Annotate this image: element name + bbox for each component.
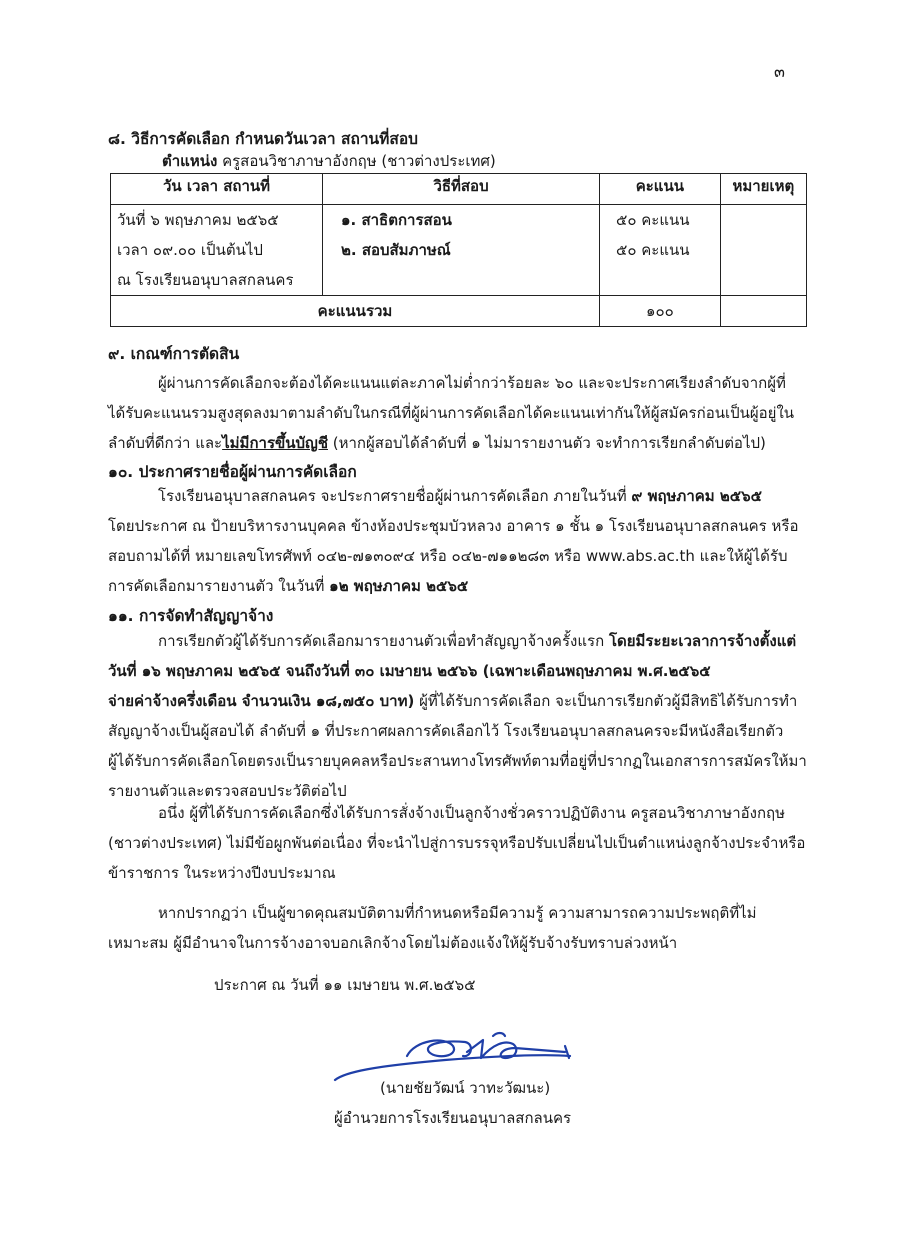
section-9-body — [108, 368, 808, 458]
section-8-heading: ๘. วิธีการคัดเลือก กำหนดวันเวลา สถานที่สอบ — [108, 130, 418, 148]
method-item: ๒. สอบสัมภาษณ์ — [341, 241, 451, 259]
position-label: ตำแหน่ง — [162, 152, 218, 170]
text-line: อนึ่ง ผู้ที่ได้รับการคัดเลือกซึ่งได้รับการสั่งจ้างเป็นลูกจ้างชั่วคราวปฏิบัติงาน ครูสอนวิชาภาษาอังกฤษ — [158, 804, 786, 822]
table-header-row — [111, 174, 807, 205]
text-line: ผู้ผ่านการคัดเลือกจะต้องได้คะแนนแต่ละภาคไม่ต่ำกว่าร้อยละ ๖๐ และจะประกาศเรียงลำดับจากผู้ที่ — [158, 374, 786, 392]
datetime-cell — [111, 205, 323, 296]
score-cell — [600, 205, 721, 296]
text-line: สัญญาจ้างเป็นผู้สอบได้ ลำดับที่ ๑ ที่ประกาศผลการคัดเลือกไว้ โรงเรียนอนุบาลสกลนครจะมีหนังสือเรียกตัว — [108, 722, 784, 740]
report-date: ๑๒ พฤษภาคม ๒๕๖๕ — [329, 577, 469, 595]
text-line — [108, 686, 808, 716]
text-line: โดยประกาศ ณ ป้ายบริหารงานบุคคล ข้างห้องประชุมบัวหลวง อาคาร ๑ ชั้น ๑ โรงเรียนอนุบาลสกลนคร หรือ — [108, 517, 799, 535]
signature-image — [325, 1030, 585, 1082]
announce-date: ๙ พฤษภาคม ๒๕๖๕ — [631, 487, 762, 505]
text-line — [108, 481, 808, 511]
section-11-para-1 — [108, 626, 808, 806]
header-score: คะแนน — [600, 174, 721, 205]
text-line: ผู้ได้รับการคัดเลือกโดยตรงเป็นรายบุคคลหรือประสานทางโทรศัพท์ตามที่อยู่ที่ปรากฏในเอกสารการสมัครให้มา — [108, 752, 807, 770]
announcement-date: ประกาศ ณ วันที่ ๑๑ เมษายน พ.ศ.๒๕๖๕ — [214, 976, 476, 994]
total-label: คะแนนรวม — [111, 296, 600, 327]
text-line: รายงานตัวและตรวจสอบประวัติต่อไป — [108, 782, 347, 800]
text-run: การคัดเลือกมารายงานตัว ในวันที่ — [108, 577, 330, 595]
text-run: โรงเรียนอนุบาลสกลนคร จะประกาศรายชื่อผู้ผ่านการคัดเลือก ภายในวันที่ — [158, 487, 632, 505]
text-line: (ชาวต่างประเทศ) ไม่มีข้อผูกพันต่อเนื่อง ที่จะนำไปสู่การบรรจุหรือปรับเปลี่ยนไปเป็นตำแหน่งลูกจ้างประจำหรือ — [108, 834, 806, 852]
total-remark-cell — [720, 296, 806, 327]
text-line: สอบถามได้ที่ หมายเลขโทรศัพท์ ๐๔๒-๗๑๓๐๙๔ หรือ ๐๔๒-๗๑๑๒๘๓ หรือ www.abs.ac.th และให้ผู้ได้รับ — [108, 547, 788, 565]
section-11-para-3 — [108, 898, 808, 958]
text-line: หากปรากฏว่า เป็นผู้ขาดคุณสมบัติตามที่กำหนดหรือมีความรู้ ความสามารถความประพฤติที่ไม่ — [158, 904, 757, 922]
section-9-heading: ๙. เกณฑ์การตัดสิน — [108, 345, 240, 363]
text-run: (หากผู้สอบได้ลำดับที่ ๑ ไม่มารายงานตัว จะทำการเรียกลำดับต่อไป) — [328, 434, 766, 452]
text-line — [108, 571, 808, 601]
table-row — [111, 205, 807, 296]
section-11-para-2 — [108, 798, 808, 888]
signature-ink — [335, 1033, 570, 1080]
text-run-bold: จ่ายค่าจ้างครึ่งเดือน จำนวนเงิน ๑๘,๗๕๐ บาท) — [108, 692, 415, 710]
signatory-title: ผู้อำนวยการโรงเรียนอนุบาลสกลนคร — [334, 1109, 572, 1127]
text-line — [108, 626, 808, 656]
text-line: วันที่ ๑๖ พฤษภาคม ๒๕๖๕ จนถึงวันที่ ๓๐ เมษายน ๒๕๖๖ (เฉพาะเดือนพฤษภาคม พ.ศ.๒๕๖๕ — [108, 662, 711, 680]
score-item: ๕๐ คะแนน — [616, 211, 690, 229]
header-remark: หมายเหตุ — [720, 174, 806, 205]
text-line: เหมาะสม ผู้มีอำนาจในการจ้างอาจบอกเลิกจ้างโดยไม่ต้องแจ้งให้ผู้รับจ้างรับทราบล่วงหน้า — [108, 934, 678, 952]
text-run: ผู้ที่ได้รับการคัดเลือก จะเป็นการเรียกตัวผู้มีสิทธิได้รับการทำ — [414, 692, 798, 710]
text-line: ข้าราชการ ในระหว่างปีงบประมาณ — [108, 864, 336, 882]
header-method: วิธีที่สอบ — [323, 174, 600, 205]
text-line — [108, 428, 808, 458]
signatory-name: (นายชัยวัฒน์ วาทะวัฒนะ) — [380, 1079, 551, 1097]
page-number: ๓ — [774, 62, 785, 81]
score-item: ๕๐ คะแนน — [616, 241, 690, 259]
total-row — [111, 296, 807, 327]
section-10-body — [108, 481, 808, 601]
total-value: ๑๐๐ — [600, 296, 721, 327]
text-run-bold: โดยมีระยะเวลาการจ้างตั้งแต่ — [608, 632, 797, 650]
text-run: การเรียกตัวผู้ได้รับการคัดเลือกมารายงานตัวเพื่อทำสัญญาจ้างครั้งแรก — [158, 632, 609, 650]
text-line: ได้รับคะแนนรวมสูงสุดลงมาตามลำดับในกรณีที่ผู้ผ่านการคัดเลือกได้คะแนนเท่ากันให้ผู้สมัครก่อนเป็นผู้อยู่ใน — [108, 404, 795, 422]
method-item: ๑. สาธิตการสอน — [341, 211, 452, 229]
time-line: เวลา ๐๙.๐๐ เป็นต้นไป — [117, 241, 263, 259]
date-line: วันที่ ๖ พฤษภาคม ๒๕๖๕ — [117, 211, 279, 229]
place-line: ณ โรงเรียนอนุบาลสกลนคร — [117, 271, 294, 289]
exam-schedule-table — [110, 173, 807, 327]
text-run: ลำดับที่ดีกว่า และ — [108, 434, 223, 452]
section-10-heading: ๑๐. ประกาศรายชื่อผู้ผ่านการคัดเลือก — [108, 463, 357, 481]
header-datetime: วัน เวลา สถานที่ — [111, 174, 323, 205]
position-value: ครูสอนวิชาภาษาอังกฤษ (ชาวต่างประเทศ) — [217, 152, 496, 170]
method-cell — [323, 205, 600, 296]
remark-cell — [720, 205, 806, 296]
no-list-emphasis: ไม่มีการขึ้นบัญชี — [222, 434, 328, 452]
section-11-heading: ๑๑. การจัดทำสัญญาจ้าง — [108, 607, 274, 625]
position-line — [162, 146, 496, 176]
